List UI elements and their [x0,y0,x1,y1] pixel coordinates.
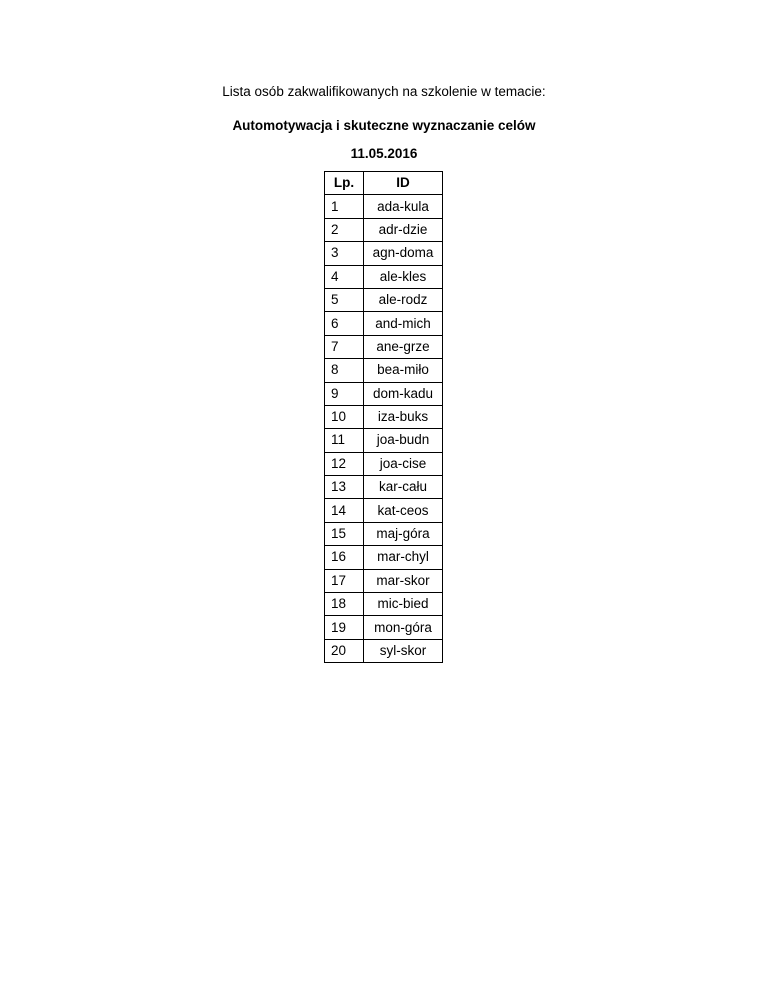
participant-id: and-mich [364,312,443,335]
table-row [325,218,443,241]
participant-id: mar-chyl [364,546,443,569]
row-number: 9 [325,382,364,405]
participant-id: adr-dzie [364,218,443,241]
training-topic: Automotywacja i skuteczne wyznaczanie celów [232,118,536,133]
row-number: 7 [325,335,364,358]
header-lp: Lp. [325,172,364,195]
training-date: 11.05.2016 [350,146,418,161]
row-number: 20 [325,639,364,662]
row-number: 6 [325,312,364,335]
table-row [325,593,443,616]
participant-id: maj-góra [364,522,443,545]
participant-id: agn-doma [364,242,443,265]
row-number: 11 [325,429,364,452]
participant-id: ale-rodz [364,288,443,311]
row-number: 16 [325,546,364,569]
table-row [325,195,443,218]
intro-text: Lista osób zakwalifikowanych na szkolenie w temacie: [222,84,546,99]
row-number: 17 [325,569,364,592]
table-row [325,335,443,358]
participant-id: kat-ceos [364,499,443,522]
table-row [325,452,443,475]
participants-table [324,171,443,663]
participant-id: kar-cału [364,476,443,499]
table-row [325,405,443,428]
table-row [325,476,443,499]
table-row [325,499,443,522]
row-number: 14 [325,499,364,522]
row-number: 18 [325,593,364,616]
row-number: 15 [325,522,364,545]
table-row [325,382,443,405]
table-header-row [325,172,443,195]
table-row [325,522,443,545]
table-row [325,312,443,335]
table-row [325,569,443,592]
row-number: 2 [325,218,364,241]
row-number: 10 [325,405,364,428]
participant-id: ale-kles [364,265,443,288]
participant-id: bea-miło [364,359,443,382]
table-row [325,616,443,639]
row-number: 4 [325,265,364,288]
participant-id: iza-buks [364,405,443,428]
row-number: 1 [325,195,364,218]
participant-id: mar-skor [364,569,443,592]
participant-id: dom-kadu [364,382,443,405]
table-row [325,546,443,569]
row-number: 12 [325,452,364,475]
table-row [325,429,443,452]
row-number: 8 [325,359,364,382]
table-body [325,195,443,663]
participant-id: syl-skor [364,639,443,662]
participant-id: mon-góra [364,616,443,639]
participant-id: mic-bied [364,593,443,616]
row-number: 19 [325,616,364,639]
header-id: ID [364,172,443,195]
row-number: 3 [325,242,364,265]
row-number: 5 [325,288,364,311]
table-row [325,265,443,288]
participant-id: joa-budn [364,429,443,452]
participant-id: joa-cise [364,452,443,475]
participant-id: ane-grze [364,335,443,358]
table-row [325,288,443,311]
participant-id: ada-kula [364,195,443,218]
table-row [325,639,443,662]
row-number: 13 [325,476,364,499]
table-row [325,242,443,265]
table-row [325,359,443,382]
